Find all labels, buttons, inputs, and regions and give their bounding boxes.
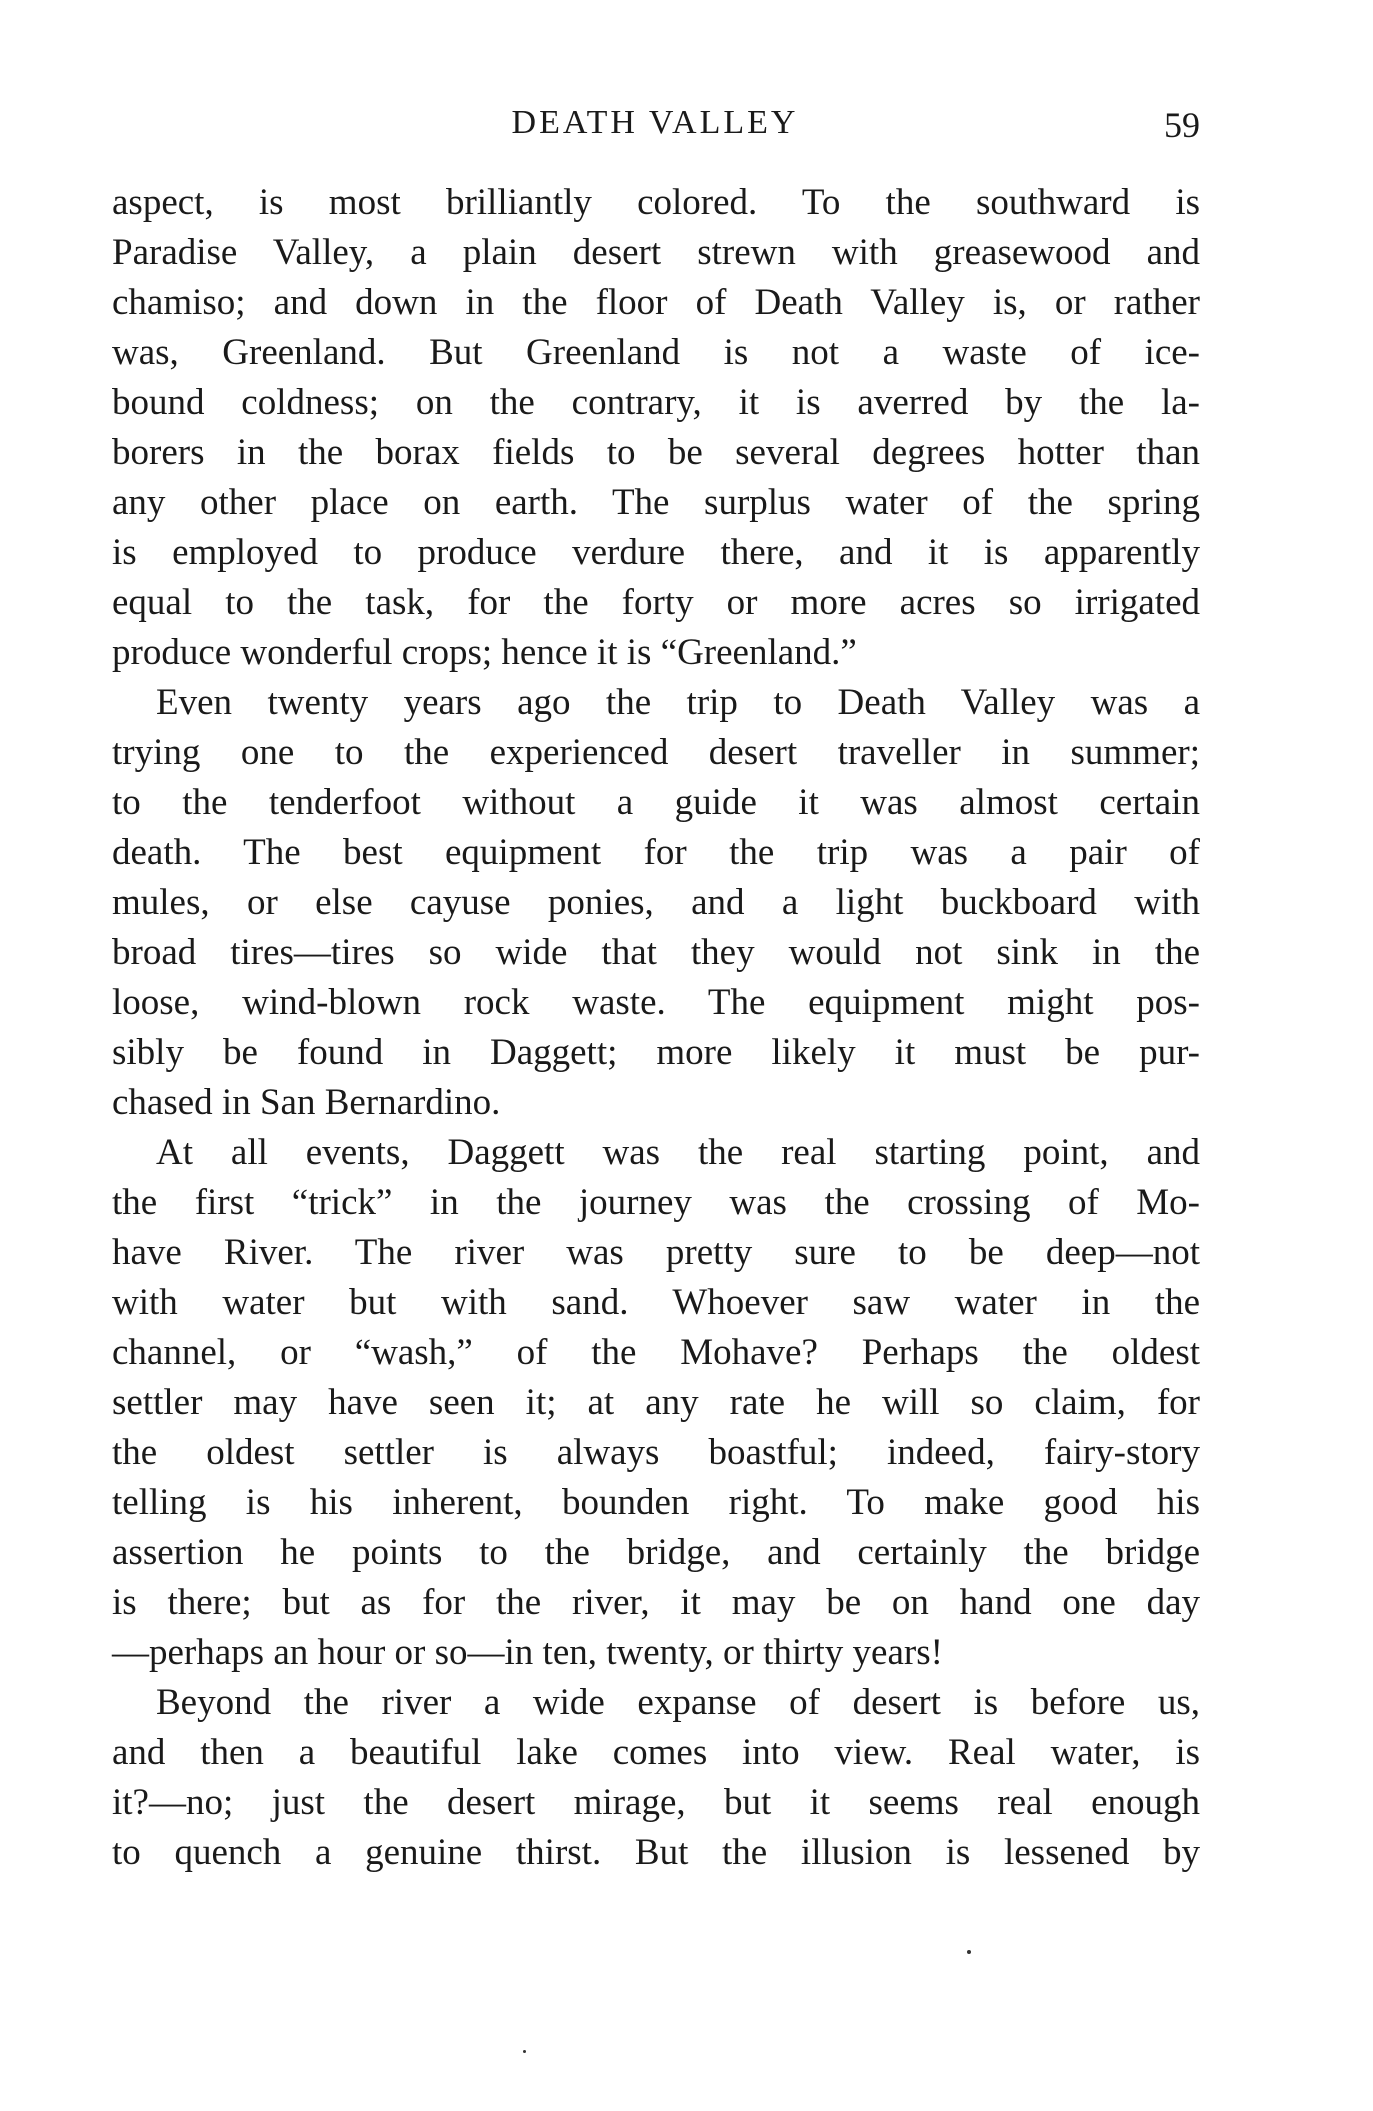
running-head [110,100,1200,150]
text-line: was, Greenland. But Greenland is not a waste of ice- [112,332,1200,373]
text-line: the first “trick” in the journey was the crossing of Mo- [112,1182,1200,1223]
text-line: equal to the task, for the forty or more acres so irrigated [112,582,1200,623]
text-line: chased in San Bernardino. [112,1082,501,1123]
text-line: aspect, is most brilliantly colored. To the southward is [112,182,1200,223]
text-line: the oldest settler is always boastful; indeed, fairy-story [112,1432,1200,1473]
running-title: DEATH VALLEY [511,104,799,141]
text-line: —perhaps an hour or so—in ten, twenty, or thirty years! [112,1632,943,1673]
paper-speck [967,1950,971,1954]
text-line: with water but with sand. Whoever saw water in the [112,1282,1200,1323]
paper-speck [523,2050,526,2053]
text-line: borers in the borax fields to be several degrees hotter than [112,432,1200,473]
page-number: 59 [1164,105,1200,145]
text-line: At all events, Daggett was the real starting point, and [156,1132,1200,1173]
text-line: bound coldness; on the contrary, it is averred by the la- [112,382,1200,423]
text-line: to the tenderfoot without a guide it was almost certain [112,782,1200,823]
text-line: is employed to produce verdure there, and it is apparently [112,532,1200,573]
text-line: any other place on earth. The surplus water of the spring [112,482,1200,523]
text-line: death. The best equipment for the trip was a pair of [112,832,1200,873]
text-line: to quench a genuine thirst. But the illusion is lessened by [112,1832,1200,1873]
text-line: Paradise Valley, a plain desert strewn with greasewood and [112,232,1200,273]
text-line: channel, or “wash,” of the Mohave? Perhaps the oldest [112,1332,1200,1373]
text-line: broad tires—tires so wide that they would not sink in the [112,932,1200,973]
text-line: have River. The river was pretty sure to be deep—not [112,1232,1200,1273]
text-line: settler may have seen it; at any rate he will so claim, for [112,1382,1200,1423]
text-line: loose, wind-blown rock waste. The equipment might pos- [112,982,1200,1023]
text-line: and then a beautiful lake comes into view. Real water, is [112,1732,1200,1773]
text-line: trying one to the experienced desert traveller in summer; [112,732,1200,773]
text-line: produce wonderful crops; hence it is “Greenland.” [112,632,857,673]
text-line: chamiso; and down in the floor of Death Valley is, or rather [112,282,1200,323]
text-line: it?—no; just the desert mirage, but it seems real enough [112,1782,1200,1823]
body-text [112,178,1200,1878]
text-line: Beyond the river a wide expanse of desert is before us, [156,1682,1200,1723]
text-line: is there; but as for the river, it may be on hand one day [112,1582,1200,1623]
text-line: sibly be found in Daggett; more likely it must be pur- [112,1032,1200,1073]
text-line: assertion he points to the bridge, and certainly the bridge [112,1532,1200,1573]
text-line: mules, or else cayuse ponies, and a light buckboard with [112,882,1200,923]
text-line: telling is his inherent, bounden right. To make good his [112,1482,1200,1523]
text-line: Even twenty years ago the trip to Death Valley was a [156,682,1200,723]
